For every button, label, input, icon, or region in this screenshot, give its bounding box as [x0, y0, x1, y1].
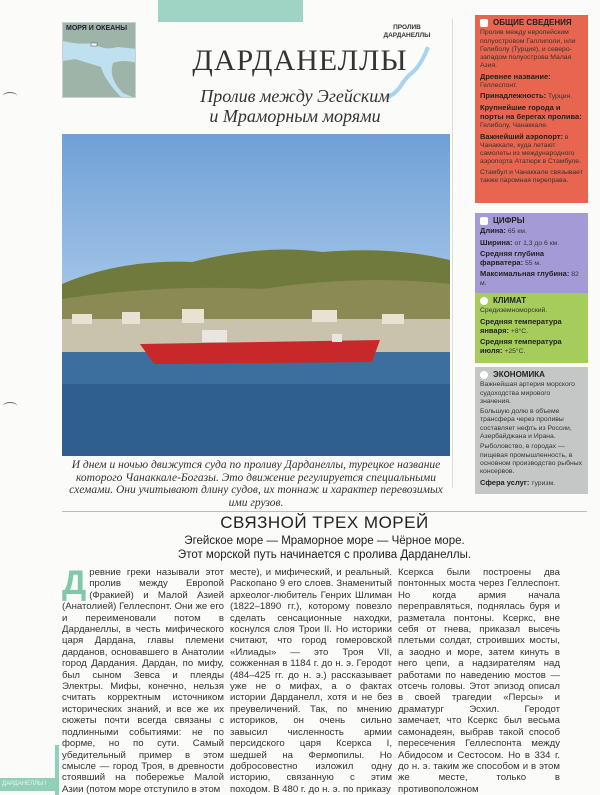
shield-icon: [480, 19, 488, 27]
info-value: +25°С.: [504, 348, 526, 356]
photo-scene: [62, 134, 450, 456]
box-title: ЭКОНОМИКА: [493, 370, 545, 379]
climate-box: [475, 293, 588, 363]
subheading-line: Этот морской путь начинается с пролива Дарданеллы.: [177, 548, 472, 561]
subtitle-line: и Мраморным морями: [209, 106, 381, 126]
info-text: Важнейшая артерия морского судоходства мирового значения.: [480, 381, 575, 405]
info-value: +8°С.: [510, 327, 529, 335]
box-title: ЦИФРЫ: [493, 216, 525, 225]
info-label: Максимальная глубина:: [480, 269, 570, 279]
sun-icon: [480, 297, 488, 305]
figures-box: [475, 213, 588, 294]
box-title: ОБЩИЕ СВЕДЕНИЯ: [493, 18, 572, 27]
divider: [62, 511, 587, 512]
map-image: [63, 23, 136, 98]
page-subtitle: [140, 86, 450, 126]
economy-box: [475, 367, 588, 494]
info-label: Ширина:: [480, 237, 513, 247]
info-text: Большую долю в объеме трансфера через проливы составляет нефть из России, Азербайджана и Ирана.: [480, 408, 572, 441]
info-label: Длина:: [480, 226, 506, 236]
map-label: МОРЯ И ОКЕАНЫ: [66, 25, 128, 32]
info-value: в Чанаккале, куда летают самолеты из международного аэропорта Ататюрк в Стамбуле.: [480, 133, 581, 166]
strait-map-label: ПРОЛИВ ДАРДАНЕЛЛЫ: [383, 24, 431, 39]
info-value: 82 м.: [480, 271, 579, 287]
footer-section-label: ДАРДАНЕЛЛЫ I: [0, 778, 58, 791]
header-color-bar: [158, 0, 303, 22]
subheading-line: Эгейское море — Мраморное море — Чёрное море.: [184, 535, 465, 547]
divider: [452, 18, 453, 488]
drop-cap: Д: [62, 564, 87, 602]
binder-ring: [3, 402, 17, 410]
info-text: Стамбул и Чанаккале связывает также паромная переправа.: [480, 168, 583, 185]
article-column-2: месте), и мифический, и реальный. Раскопано 9 его слоев. Знаменитый археолог-любитель Генрих Шлиман (1822–1890 гг.), которому повезло сделать сенсационные находки, коснулся слоя Трои II. Но историки считают, что город гомеровской «Илиады» — это Троя VII, сожженная в 1184 г. до н. э. Геродот (484–425 гг. до н. э.) рассказывает уже не о мифах, а о фактах истории Дарданелл, хотя и не без преувеличений. Так, по мнению историков, он очень сильно завысил численность армии персидского царя Ксеркса I, шедшей на Фермопилы. Но добросовестно изложил одну историю, связанную с этим походом. В 480 г. до н. э. по приказу: [230, 567, 392, 795]
binder-ring: [3, 92, 17, 100]
info-text: Рыболовство, в городах — пищевая промышленность, в основном производство рыбных консервов.: [480, 443, 583, 476]
info-label: Сфера услуг:: [480, 477, 530, 487]
info-label: Крупнейшие города и порты на берегах пролива:: [480, 102, 582, 121]
info-value: Геллеспонт.: [480, 82, 518, 90]
info-value: 65 км.: [507, 228, 527, 236]
info-label: Средняя температура июля:: [480, 337, 562, 356]
strait-photo: [62, 134, 450, 456]
box-title: КЛИМАТ: [493, 296, 527, 305]
photo-caption: И днем и ночью движутся суда по проливу Дарданеллы, турецкое название которого Чанаккале-Богазы. Это движение регулируется специальными схемами. Они учитывают длину судов, их тоннаж и характер перевозимых ими грузов.: [69, 459, 443, 509]
section-heading: СВЯЗНОЙ ТРЕХ МОРЕЙ: [220, 513, 429, 532]
page-title: ДАРДАНЕЛЛЫ: [192, 44, 408, 77]
info-label: Важнейший аэропорт:: [480, 131, 564, 141]
coin-icon: [480, 371, 488, 379]
info-value: туризм.: [531, 479, 556, 487]
subtitle-line: Пролив между Эгейским: [200, 86, 390, 106]
article-column-3: Ксеркса были построены два понтонных моста через Геллеспонт. Но когда армия начала переправляться, поднялась буря и разметала понтоны. Ксеркс, вне себя от гнева, приказал высечь плетьми солдат, строивших мосты, а заодно и море, затем кинуть в него цепи, а надзирателям над работами по наведению мостов — отсечь головы. Этот эпизод описал в своей трагедии «Персы» и драматург Эсхил. Геродот замечает, что Ксеркс был весьма самонадеян, выбрав такой способ пересечения Геллеспонта между Абидосом и Сестосом. Но в 334 г. до н. э. таким же способом и в этом же месте, только в противоположном: [398, 567, 560, 795]
info-text: Средиземноморский.: [480, 307, 548, 315]
info-label: Древнее название:: [480, 71, 551, 81]
info-value: от 1,3 до 6 км.: [514, 239, 560, 247]
article-text: ревние греки называли этот пролив между Европой (Фракией) и Малой Азией (Анатолией) Геллеспонт. Они же его и переименовали потом в Дарданеллы, в честь мифического царя Дардана, главы племени дарданов, основавшего в Анатолии город Дардания. Дардан, по мифу, был сыном Зевса и плеяды Электры. Мифы, конечно, нельзя считать корректным источником исторических знаний, и все же их сюжеты почти всегда связаны с подлинными событиями: не по форме, но по сути. Самый убедительный пример в этом смысле — город Троя, в древности стоявший на побережье Малой Азии (потом море отступило в этом: [62, 567, 224, 795]
info-text: Пролив между европейским полуостровом Галлиполи, или Гелиболу (Турция), и северо-западом полуострова Малая Азия.: [480, 29, 576, 70]
info-label: Средняя глубина фарватера:: [480, 248, 545, 268]
info-value: 55 м.: [524, 260, 541, 268]
info-label: Принадлежность:: [480, 91, 547, 101]
computer-icon: [480, 217, 488, 225]
info-value: Гелиболу, Чанаккале.: [480, 122, 548, 130]
info-value: Турция.: [547, 93, 573, 101]
section-subheading: [62, 535, 587, 562]
general-info-box: [475, 15, 588, 203]
locator-map: [62, 22, 136, 98]
article-column-1: [62, 564, 224, 795]
info-label: Средняя температура января:: [480, 316, 562, 335]
